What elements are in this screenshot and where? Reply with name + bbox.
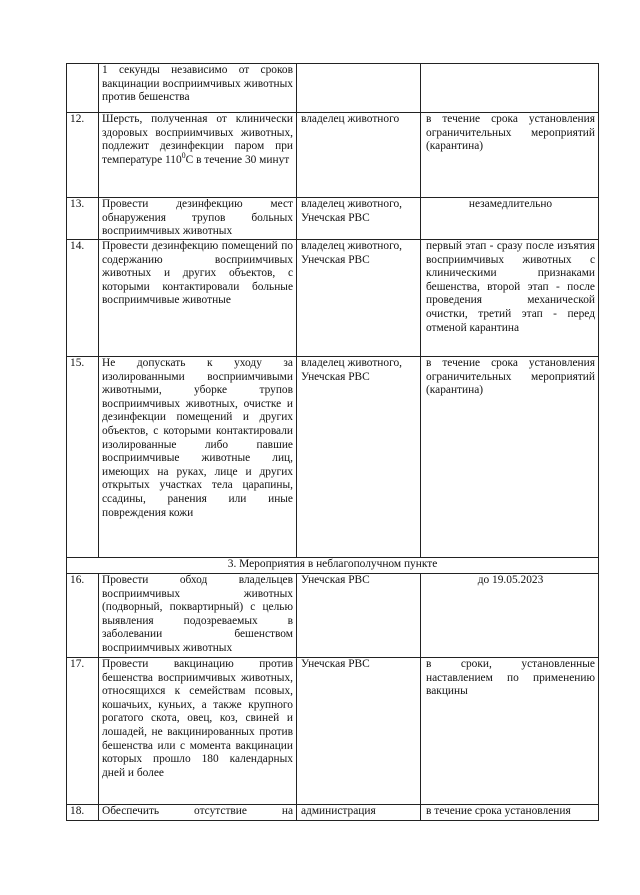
measure-text: Не допускать к уходу за изолированными восприимчивыми животными, уборке трупов восприимчивых животных, очистке и дезинфекции помещений и других объектов, с которыми контактировали изолированные либо павшие восприимчивые животные лиц, имеющих на руках, лице и других открытых участках тела царапины, ссадины, ранения или иные повреждения кожи [99,357,297,558]
responsible-party: владелец животного, Унечская РВС [297,198,421,240]
table-row [67,64,599,113]
deadline: до 19.05.2023 [421,574,599,658]
measure-text: Провести вакцинацию против бешенства восприимчивых животных, относящихся к семействам псовых, кошачьих, куньих, а также крупного рогатого скота, овец, коз, свиней и лошадей, не вакцинированных против бешенства или с момента вакцинации которых прошло 180 календарных дней и более [99,658,297,805]
row-number [67,64,99,113]
table-row [67,198,599,240]
responsible-party: владелец животного, Унечская РВС [297,357,421,558]
deadline [421,64,599,113]
measure-text: Провести обход владельцев восприимчивых животных (подворный, поквартирный) с целью выявления подозреваемых в заболевании бешенством восприимчивых животных [99,574,297,658]
responsible-party: администрация [297,805,421,821]
row-number: 13. [67,198,99,240]
measure-text: Провести дезинфекцию мест обнаружения трупов больных восприимчивых животных [99,198,297,240]
row-number: 15. [67,357,99,558]
measure-text: Обеспечить отсутствие на [99,805,297,821]
responsible-party [297,64,421,113]
measure-text: Провести дезинфекцию помещений по содержанию восприимчивых животных и других объектов, с которыми контактировали больные восприимчивые животные [99,240,297,357]
table-row [67,240,599,357]
deadline: в течение срока установления ограничительных мероприятий (карантина) [421,357,599,558]
responsible-party: владелец животного, Унечская РВС [297,240,421,357]
section-header-row [67,558,599,574]
measure-text-part: С в течение 30 минут [185,153,290,166]
responsible-party: владелец животного [297,113,421,198]
measure-text-part: Шерсть, полученная от клинически здоровых восприимчивых животных, подлежит дезинфекции паром при температуре 110 [102,113,293,166]
responsible-party: Унечская РВС [297,574,421,658]
table-row [67,658,599,805]
row-number: 17. [67,658,99,805]
deadline: в сроки, установленные наставлением по применению вакцины [421,658,599,805]
row-number: 14. [67,240,99,357]
superscript-zero: 0 [181,150,186,160]
table-row [67,357,599,558]
row-number: 16. [67,574,99,658]
section-title: 3. Мероприятия в неблагополучном пункте [67,558,599,574]
deadline: в течение срока установления ограничительных мероприятий (карантина) [421,113,599,198]
deadline: в течение срока установления [421,805,599,821]
responsible-party: Унечская РВС [297,658,421,805]
deadline: незамедлительно [421,198,599,240]
measures-table [66,63,599,821]
measure-text: 1 секунды независимо от сроков вакцинации восприимчивых животных против бешенства [99,64,297,113]
table-row [67,113,599,198]
table-row [67,574,599,658]
row-number: 18. [67,805,99,821]
deadline: первый этап - сразу после изъятия восприимчивых животных с клиническими признаками бешенства, второй этап - после проведения механической очистки, третий этап - перед отменой карантина [421,240,599,357]
table-row [67,805,599,821]
measure-text [99,113,297,198]
row-number: 12. [67,113,99,198]
